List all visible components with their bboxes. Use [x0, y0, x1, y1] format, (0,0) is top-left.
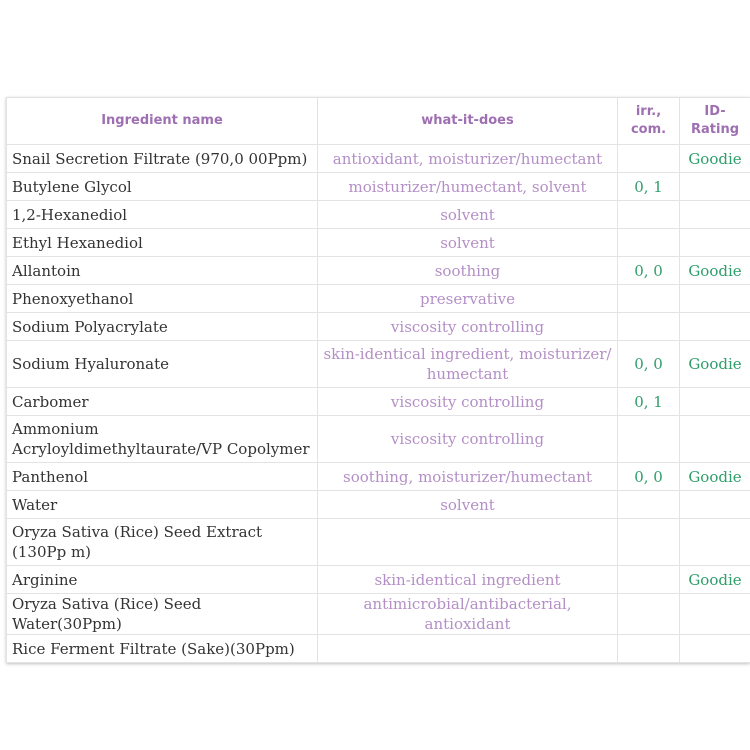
ingredient-function[interactable]: solvent [318, 491, 618, 519]
ingredient-irr-com [618, 229, 680, 257]
ingredient-name[interactable]: Ethyl Hexanediol [7, 229, 318, 257]
ingredient-rating[interactable] [680, 229, 750, 257]
ingredient-irr-com [618, 313, 680, 341]
header-irritancy-comedogenicity [618, 98, 680, 145]
ingredient-function[interactable]: moisturizer/humectant, solvent [318, 173, 618, 201]
ingredient-function[interactable] [318, 635, 618, 663]
ingredient-function[interactable]: solvent [318, 229, 618, 257]
header-irr-line1: irr., [635, 104, 662, 119]
ingredient-rating[interactable] [680, 635, 750, 663]
header-ingredient-name: Ingredient name [7, 98, 318, 145]
ingredient-name[interactable]: Snail Secretion Filtrate (970,0 00Ppm) [7, 145, 318, 173]
ingredient-function[interactable]: antioxidant, moisturizer/humectant [318, 145, 618, 173]
ingredient-irr-com [618, 566, 680, 594]
ingredient-rating[interactable]: Goodie [680, 257, 750, 285]
ingredient-rating[interactable]: Goodie [680, 341, 750, 388]
table-row [7, 145, 750, 173]
ingredient-rating[interactable] [680, 285, 750, 313]
ingredient-rating[interactable]: Goodie [680, 145, 750, 173]
table-row [7, 491, 750, 519]
ingredient-function[interactable]: solvent [318, 201, 618, 229]
ingredient-function[interactable]: viscosity controlling [318, 388, 618, 416]
ingredient-function[interactable]: skin-identical ingredient, moisturizer/ humectant [318, 341, 618, 388]
ingredient-rating[interactable] [680, 313, 750, 341]
ingredient-rating[interactable]: Goodie [680, 566, 750, 594]
table-row [7, 341, 750, 388]
ingredient-function[interactable]: skin-identical ingredient [318, 566, 618, 594]
ingredient-irr-com [618, 201, 680, 229]
table-row [7, 201, 750, 229]
ingredients-table-container [6, 97, 750, 663]
ingredient-name[interactable]: Oryza Sativa (Rice) Seed Water(30Ppm) [7, 594, 318, 635]
table-row [7, 635, 750, 663]
ingredient-function[interactable]: antimicrobial/antibacterial, antioxidant [318, 594, 618, 635]
ingredient-irr-com: 0, 0 [618, 341, 680, 388]
ingredients-table [6, 97, 750, 663]
header-id-rating [680, 98, 750, 145]
ingredient-rating[interactable] [680, 173, 750, 201]
ingredient-rating[interactable] [680, 388, 750, 416]
ingredient-irr-com: 0, 0 [618, 257, 680, 285]
ingredient-irr-com [618, 491, 680, 519]
ingredient-name[interactable]: Ammonium Acryloyldimethyltaurate/VP Copolymer [7, 416, 318, 463]
ingredient-name[interactable]: Rice Ferment Filtrate (Sake)(30Ppm) [7, 635, 318, 663]
ingredient-function[interactable]: soothing, moisturizer/humectant [318, 463, 618, 491]
table-row [7, 519, 750, 566]
header-what-it-does: what-it-does [318, 98, 618, 145]
table-row [7, 388, 750, 416]
ingredient-name[interactable]: Carbomer [7, 388, 318, 416]
table-header-row [7, 98, 750, 145]
ingredient-irr-com [618, 145, 680, 173]
header-irr-line2: com. [630, 122, 667, 137]
ingredient-name[interactable]: Sodium Hyaluronate [7, 341, 318, 388]
table-row [7, 463, 750, 491]
ingredient-name[interactable]: Butylene Glycol [7, 173, 318, 201]
table-row [7, 285, 750, 313]
ingredient-irr-com [618, 594, 680, 635]
ingredient-name[interactable]: Sodium Polyacrylate [7, 313, 318, 341]
ingredient-irr-com [618, 285, 680, 313]
ingredient-function[interactable]: viscosity controlling [318, 313, 618, 341]
ingredient-rating[interactable] [680, 519, 750, 566]
ingredient-irr-com: 0, 1 [618, 173, 680, 201]
ingredient-name[interactable]: Oryza Sativa (Rice) Seed Extract (130Pp m) [7, 519, 318, 566]
ingredient-name[interactable]: Panthenol [7, 463, 318, 491]
ingredient-irr-com [618, 635, 680, 663]
ingredient-name[interactable]: 1,2-Hexanediol [7, 201, 318, 229]
table-row [7, 257, 750, 285]
table-row [7, 594, 750, 635]
ingredient-name[interactable]: Arginine [7, 566, 318, 594]
ingredient-function[interactable]: soothing [318, 257, 618, 285]
ingredient-irr-com [618, 416, 680, 463]
ingredient-rating[interactable]: Goodie [680, 463, 750, 491]
ingredient-rating[interactable] [680, 201, 750, 229]
ingredient-name[interactable]: Phenoxyethanol [7, 285, 318, 313]
header-rating-line2: Rating [690, 122, 739, 137]
ingredient-irr-com [618, 519, 680, 566]
ingredient-function[interactable]: preservative [318, 285, 618, 313]
ingredient-irr-com: 0, 0 [618, 463, 680, 491]
table-row [7, 313, 750, 341]
table-row [7, 566, 750, 594]
ingredient-rating[interactable] [680, 594, 750, 635]
ingredient-name[interactable]: Allantoin [7, 257, 318, 285]
ingredient-name[interactable]: Water [7, 491, 318, 519]
ingredient-rating[interactable] [680, 491, 750, 519]
ingredient-irr-com: 0, 1 [618, 388, 680, 416]
table-row [7, 173, 750, 201]
ingredient-function[interactable]: viscosity controlling [318, 416, 618, 463]
ingredient-rating[interactable] [680, 416, 750, 463]
ingredient-function[interactable] [318, 519, 618, 566]
table-row [7, 229, 750, 257]
header-rating-line1: ID- [704, 104, 726, 119]
table-row [7, 416, 750, 463]
